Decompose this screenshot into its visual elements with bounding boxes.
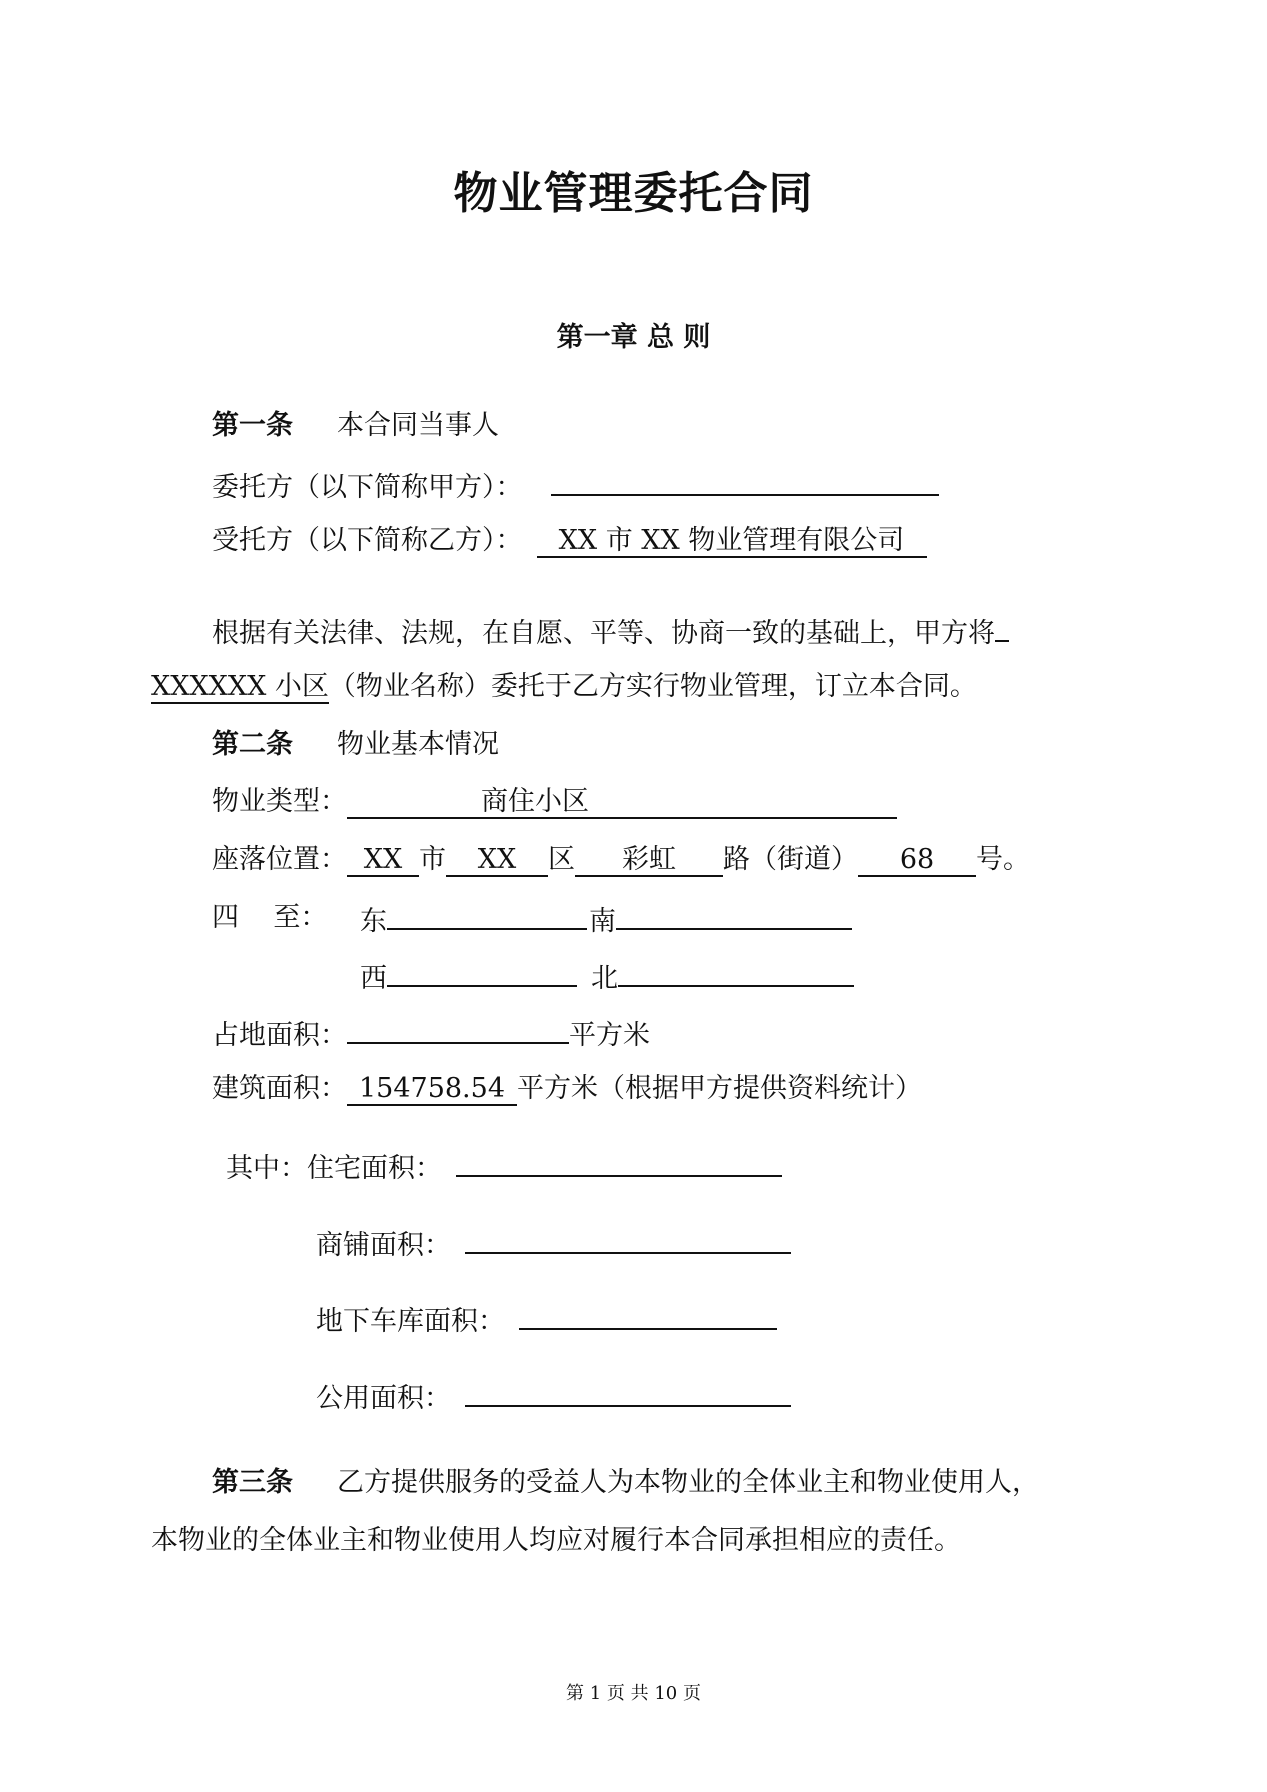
public-area-line: 公用面积： (316, 1381, 791, 1412)
land-area-field[interactable] (347, 1018, 569, 1044)
article-3-line-1: 第三条 乙方提供服务的受益人为本物业的全体业主和物业使用人， (212, 1467, 1039, 1498)
land-area-line: 占地面积： 平方米 (212, 1020, 650, 1051)
residential-area-line: 其中：住宅面积： (226, 1151, 782, 1182)
article-2 (212, 731, 499, 758)
boundary-east-south: 东 南 (360, 904, 852, 935)
party-b-line (212, 527, 927, 558)
property-type-line: 物业类型： 商住小区 (212, 788, 897, 819)
boundaries-label: 四 至： (212, 902, 328, 933)
location-district-field[interactable]: XX (446, 846, 548, 877)
west-field[interactable] (387, 961, 577, 987)
location-road-field[interactable]: 彩虹 (575, 846, 723, 877)
article-2-label: 第二条 (212, 729, 293, 760)
garage-area-field[interactable] (519, 1304, 777, 1330)
article-2-text: 物业基本情况 (337, 729, 499, 760)
property-name-field[interactable]: XXXXXX 小区 (151, 671, 329, 702)
public-area-field[interactable] (465, 1381, 791, 1407)
building-area-field[interactable]: 154758.54 (347, 1075, 517, 1106)
building-area-line: 建筑面积： 154758.54 平方米（根据甲方提供资料统计） (212, 1073, 922, 1104)
chapter-heading: 第一章 总 则 (556, 322, 711, 353)
location-number-field[interactable]: 68 (858, 846, 976, 877)
shop-area-field[interactable] (465, 1228, 791, 1254)
property-type-field[interactable]: 商住小区 (347, 788, 897, 819)
party-a-field[interactable] (551, 470, 939, 496)
residential-area-field[interactable] (456, 1151, 782, 1177)
article-1-text: 本合同当事人 (337, 410, 499, 441)
north-field[interactable] (618, 961, 854, 987)
page-footer: 第 1 页 共 10 页 (566, 1683, 701, 1704)
document-title: 物业管理委托合同 (453, 168, 814, 219)
south-field[interactable] (616, 904, 852, 930)
article-3-label: 第三条 (212, 1467, 293, 1498)
boundary-west-north: 西 北 (360, 961, 854, 992)
party-a-label: 委托方（以下简称甲方）： (212, 472, 523, 503)
location-line: 座落位置： XX 市 XX 区 彩虹 路（街道） 68 号。 (212, 844, 1030, 875)
location-city-field[interactable]: XX (347, 846, 419, 877)
article-1-label: 第一条 (212, 410, 293, 441)
article-3-line-2: 本物业的全体业主和物业使用人均应对履行本合同承担相应的责任。 (151, 1525, 961, 1556)
paragraph-1-line-2: XXXXXX 小区（物业名称）委托于乙方实行物业管理，订立本合同。 (151, 671, 977, 702)
article-1 (212, 412, 499, 439)
party-b-label: 受托方（以下简称乙方）： (212, 525, 523, 556)
shop-area-line: 商铺面积： (316, 1228, 791, 1259)
party-a-line (212, 470, 939, 501)
paragraph-1-line-1: 根据有关法律、法规，在自愿、平等、协商一致的基础上，甲方将 (212, 616, 1009, 647)
party-b-field[interactable]: XX 市 XX 物业管理有限公司 (537, 527, 927, 558)
garage-area-line: 地下车库面积： (316, 1304, 777, 1335)
east-field[interactable] (387, 904, 587, 930)
